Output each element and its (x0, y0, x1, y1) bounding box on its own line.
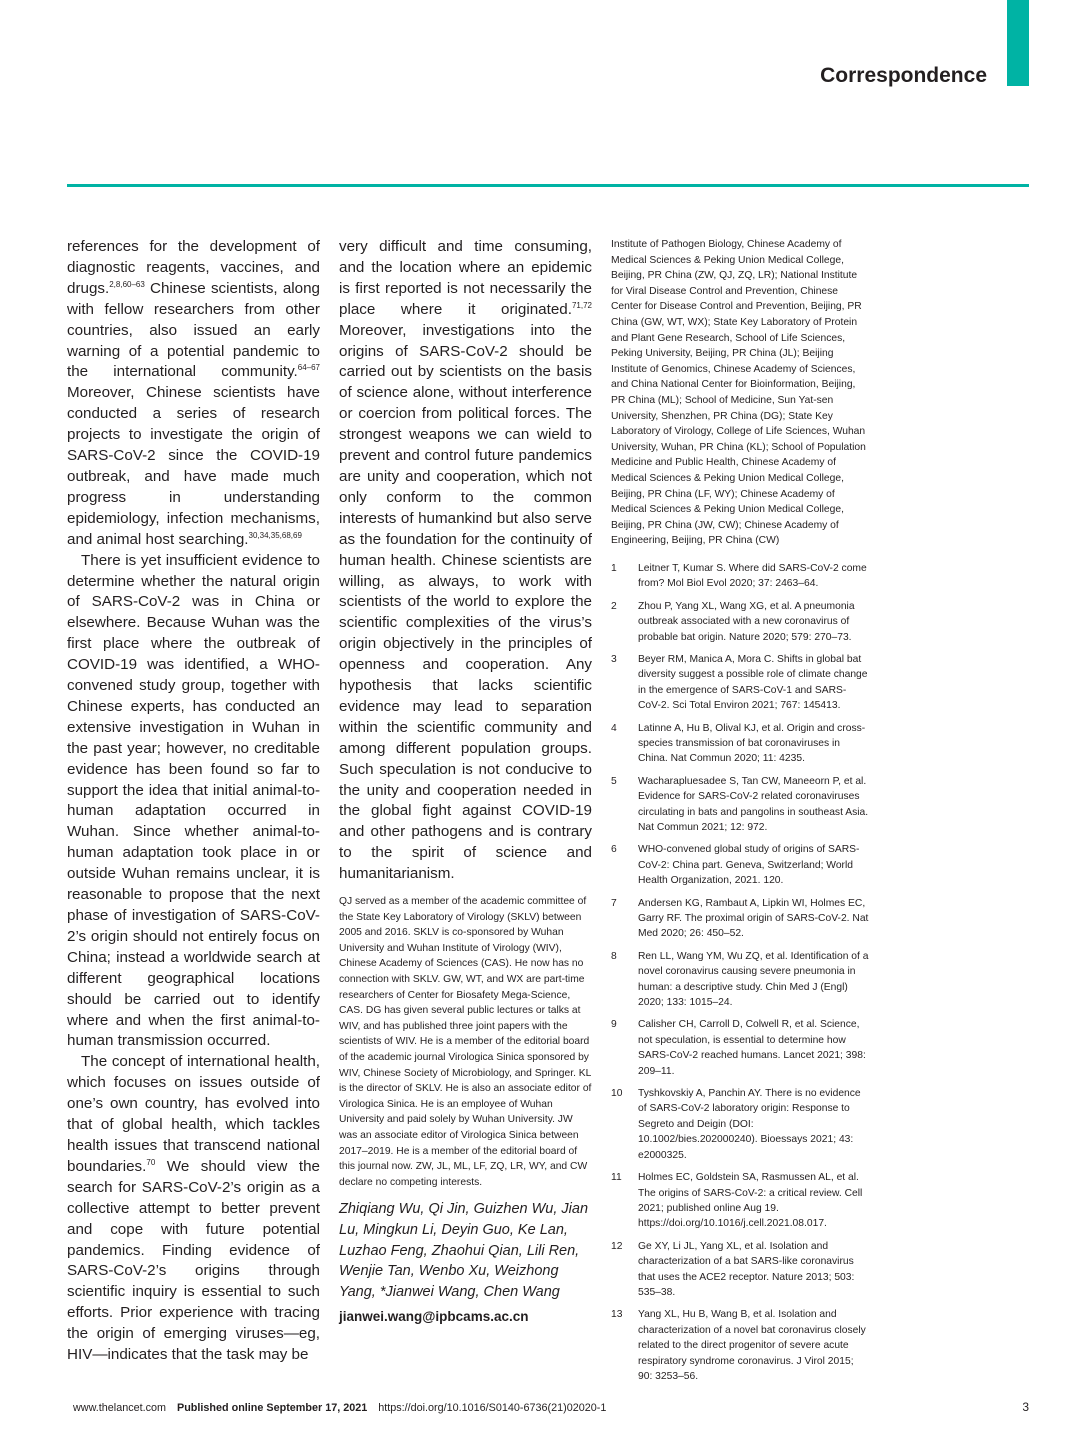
paragraph-4: very difficult and time consuming, and the location where an epidemic is first reported is not necessarily the place where it originated.$^{71,72}$ Moreover, investigations into the origins of SARS-CoV-2 should be carried out by scientists on the basis of science alone, without interference or coercion from political forces. The strongest weapons we can wield to prevent and control future pandemics are unity and cooperation, which not only conform to the common interests of humankind but also serve as the foundation for the continuity of human health. Chinese scientists are willing, as always, to work with scientists of the world to explore the scientific complexities of the virus’s origin objectively in the principles of openness and cooperation. Any hypothesis that lacks scientific evidence may lead to separation within the scientific community and among different population groups. Such speculation is not conducive to the unity and cooperation needed in the global fight against COVID-19 and other pathogens and is contrary to the spirit of science and humanitarianism. (339, 238, 592, 883)
reference-item (611, 599, 869, 645)
competing-interests: QJ served as a member of the academic committee of the State Key Laboratory of Virology (SKLV) between 2005 and 2016. SKLV is co-sponsored by Wuhan University and Wuhan Institute of Virology (WIV), Chinese Academy of Sciences (CAS). He now has no connection with SKLV. GW, WT, and WX are part-time researchers of Center for Biosafety Mega-Science, CAS. DG has given several public lectures or talks at WIV, and has published three joint papers with the scientists of WIV. He is a member of the editorial board of the academic journal Virologica Sinica sponsored by WIV, Chinese Society of Microbiology, and Springer. KL is the director of SKLV. He is also an associate editor of Virologica Sinica. He is an employee of Wuhan University and paid solely by Wuhan University. JW was an associate editor of Virologica Sinica between 2017–2019. He is a member of the editorial board of this journal now. ZW, JL, ML, LF, ZQ, LR, WY, and CW declare no competing interests. (339, 896, 592, 1188)
reference-list (611, 561, 869, 1385)
citation: 2,8,60–63 (109, 279, 145, 289)
reference-number: 5 (611, 775, 617, 787)
reference-number: 12 (611, 1240, 623, 1252)
corresponding-email[interactable]: jianwei.wang@ipbcams.ac.cn (339, 1308, 529, 1324)
reference-text: Leitner T, Kumar S. Where did SARS-CoV-2 come from? Mol Biol Evol 2020; 37: 2463–64. (638, 562, 867, 590)
reference-item (611, 1017, 869, 1079)
reference-number: 10 (611, 1088, 623, 1100)
doi-link[interactable]: https://doi.org/10.1016/S0140-6736(21)02020-1 (378, 1402, 607, 1414)
citation: 64–67 (297, 363, 320, 373)
reference-item (611, 896, 869, 942)
header-rule (67, 184, 1029, 187)
accent-bar (1007, 0, 1029, 86)
affiliations: Institute of Pathogen Biology, Chinese Academy of Medical Sciences & Peking Union Medical College, Beijing, PR China (ZW, QJ, ZQ, LR); National Institute for Viral Disease Control and Prevention, Chinese Center for Disease Control and Prevention, Beijing, PR China (GW, WT, WX); State Key Laboratory of Protein and Plant Gene Research, School of Life Sciences, Peking University, Beijing, PR China (JL); Beijing Institute of Genomics, Chinese Academy of Sciences, and China National Center for Bioinformation, Beijing, PR China (ML); School of Medicine, Sun Yat-sen University, Shenzhen, PR China (DG); State Key Laboratory of Virology, College of Life Sciences, Wuhan University, Wuhan, PR China (KL); School of Population Medicine and Public Health, Chinese Academy of Medical Sciences & Peking Union Medical College, Beijing, PR China (LF, WY); Chinese Academy of Medical Sciences & Peking Union Medical College, Beijing, PR China (JW, CW); Chinese Academy of Engineering, Beijing, PR China (CW) (611, 239, 866, 547)
reference-text: Ren LL, Wang YM, Wu ZQ, et al. Identification of a novel coronavirus causing severe pneumonia in human: a descriptive study. Chin Med J (Engl) 2020; 133: 1015–24. (638, 950, 869, 1009)
reference-item (611, 774, 869, 836)
reference-item (611, 1239, 869, 1301)
published-date: Published online September 17, 2021 (177, 1402, 368, 1414)
reference-text: Ge XY, Li JL, Yang XL, et al. Isolation and characterization of a bat SARS-like coronavirus that uses the ACE2 receptor. Nature 2013; 503: 535–38. (638, 1240, 855, 1298)
author-list: Zhiqiang Wu, Qi Jin, Guizhen Wu, Jian Lu, Mingkun Li, Deyin Guo, Ke Lan, Luzhao Feng, Zhaohui Qian, Lili Ren, Wenjie Tan, Wenbo Xu, Weizhong Yang, *Jianwei Wang, Chen Wang (339, 1201, 589, 1301)
reference-number: 7 (611, 897, 617, 909)
reference-item (611, 1086, 869, 1163)
citation: 70 (146, 1157, 156, 1167)
citation: 71,72 (571, 300, 592, 310)
reference-text: Holmes EC, Goldstein SA, Rasmussen AL, et al. The origins of SARS-CoV-2: a critical review. Cell 2021; published online Aug 19. https://doi.org/10.1016/j.cell.2021.08.017. (638, 1172, 863, 1230)
column-2 (339, 237, 592, 1324)
reference-number: 9 (611, 1019, 617, 1031)
reference-text: Wacharapluesadee S, Tan CW, Maneeorn P, et al. Evidence for SARS-CoV-2 related coronaviruses circulating in bats and pangolins in southeast Asia. Nat Commun 2021; 12: 972. (638, 775, 869, 833)
reference-number: 6 (611, 844, 617, 856)
reference-number: 4 (611, 722, 617, 734)
column-1 (67, 237, 320, 1366)
reference-item (611, 652, 869, 714)
section-label: Correspondence (820, 64, 987, 87)
page-number: 3 (1022, 1400, 1029, 1414)
footer (73, 1402, 614, 1414)
reference-text: Beyer RM, Manica A, Mora C. Shifts in global bat diversity suggest a possible role of climate change in the emergence of SARS-CoV-1 and SARS-CoV-2. Sci Total Environ 2021; 767: 145413. (638, 653, 868, 712)
reference-number: 13 (611, 1309, 623, 1321)
reference-text: Zhou P, Yang XL, Wang XG, et al. A pneumonia outbreak associated with a new coronavirus of probable bat origin. Nature 2020; 579: 270–73. (638, 600, 855, 643)
reference-text: Tyshkovskiy A, Panchin AY. There is no evidence of SARS-CoV-2 laboratory origin: Response to Segreto and Deigin (DOI: 10.1002/bies.202000240). Bioessays 2021; 43: e2000325. (638, 1088, 861, 1161)
reference-item (611, 561, 869, 592)
reference-item (611, 949, 869, 1011)
reference-item (611, 721, 869, 767)
reference-number: 3 (611, 653, 617, 665)
site-link[interactable]: www.thelancet.com (73, 1402, 167, 1414)
reference-item (611, 1307, 869, 1384)
reference-number: 8 (611, 950, 617, 962)
paragraph-1: references for the development of diagnostic reagents, vaccines, and drugs.$^{2,8,60-63}$ Chinese scientists, along with fellow researchers from other countries, also issued an early warning of a potential pandemic to the international community.$^{64-67}$ Moreover, Chinese scientists have conducted a series of research projects to investigate the origin of SARS-CoV-2 since the COVID-19 outbreak, and have made much progress in understanding epidemiology, infection mechanisms, and animal host searching.$^{30,34,35,68,69}$ (67, 238, 320, 548)
reference-text: Andersen KG, Rambaut A, Lipkin WI, Holmes EC, Garry RF. The proximal origin of SARS-CoV-2. Nat Med 2020; 26: 450–52. (638, 897, 869, 940)
reference-text: Latinne A, Hu B, Olival KJ, et al. Origin and cross-species transmission of bat coronaviruses in China. Nat Commun 2020; 11: 4235. (638, 722, 866, 765)
reference-text: WHO-convened global study of origins of SARS-CoV-2: China part. Geneva, Switzerland; World Health Organization, 2021. 120. (638, 844, 860, 887)
reference-number: 2 (611, 600, 617, 612)
column-3 (611, 237, 869, 1391)
paragraph-2: There is yet insufficient evidence to determine whether the natural origin of SARS-CoV-2 was in China or elsewhere. Because Wuhan was the first place where the outbreak of COVID-19 was identified, a WHO-convened study group, together with Chinese experts, has conducted an extensive investigation in Wuhan in the past year; however, no creditable evidence has been found so far to support the idea that initial animal-to-human adaptation occurred in Wuhan. Since whether animal-to-human adaptation took place in or outside Wuhan remains unclear, it is reasonable to propose that the next phase of investigation of SARS-CoV-2’s origin should not entirely focus on China; instead a worldwide search at different geographical locations should be carried out to identify where and when the first animal-to-human transmission occurred. (67, 551, 320, 1050)
reference-text: Yang XL, Hu B, Wang B, et al. Isolation and characterization of a novel bat coronavirus closely related to the direct progenitor of severe acute respiratory syndrome coronavirus. J Virol 2015; 90: 3253–56. (638, 1309, 866, 1382)
reference-number: 1 (611, 562, 617, 574)
reference-text: Calisher CH, Carroll D, Colwell R, et al. Science, not speculation, is essential to determine how SARS-CoV-2 reached humans. Lancet 2021; 398: 209–11. (638, 1019, 866, 1077)
reference-number: 11 (611, 1172, 622, 1184)
paragraph-3: The concept of international health, which focuses on issues outside of one’s own country, has evolved into that of global health, which tackles health issues that transcend national boundaries.$^{70}$ We should view the search for SARS-CoV-2’s origin as a collective attempt to better prevent and cope with future potential pandemics. Finding evidence of SARS-CoV-2’s origins through scientific inquiry is essential to such efforts. Prior experience with tracing the origin of emerging viruses—eg, HIV—indicates that the task may be (67, 1053, 320, 1364)
citation: 30,34,35,68,69 (248, 530, 302, 540)
reference-item (611, 1170, 869, 1232)
reference-item (611, 842, 869, 888)
